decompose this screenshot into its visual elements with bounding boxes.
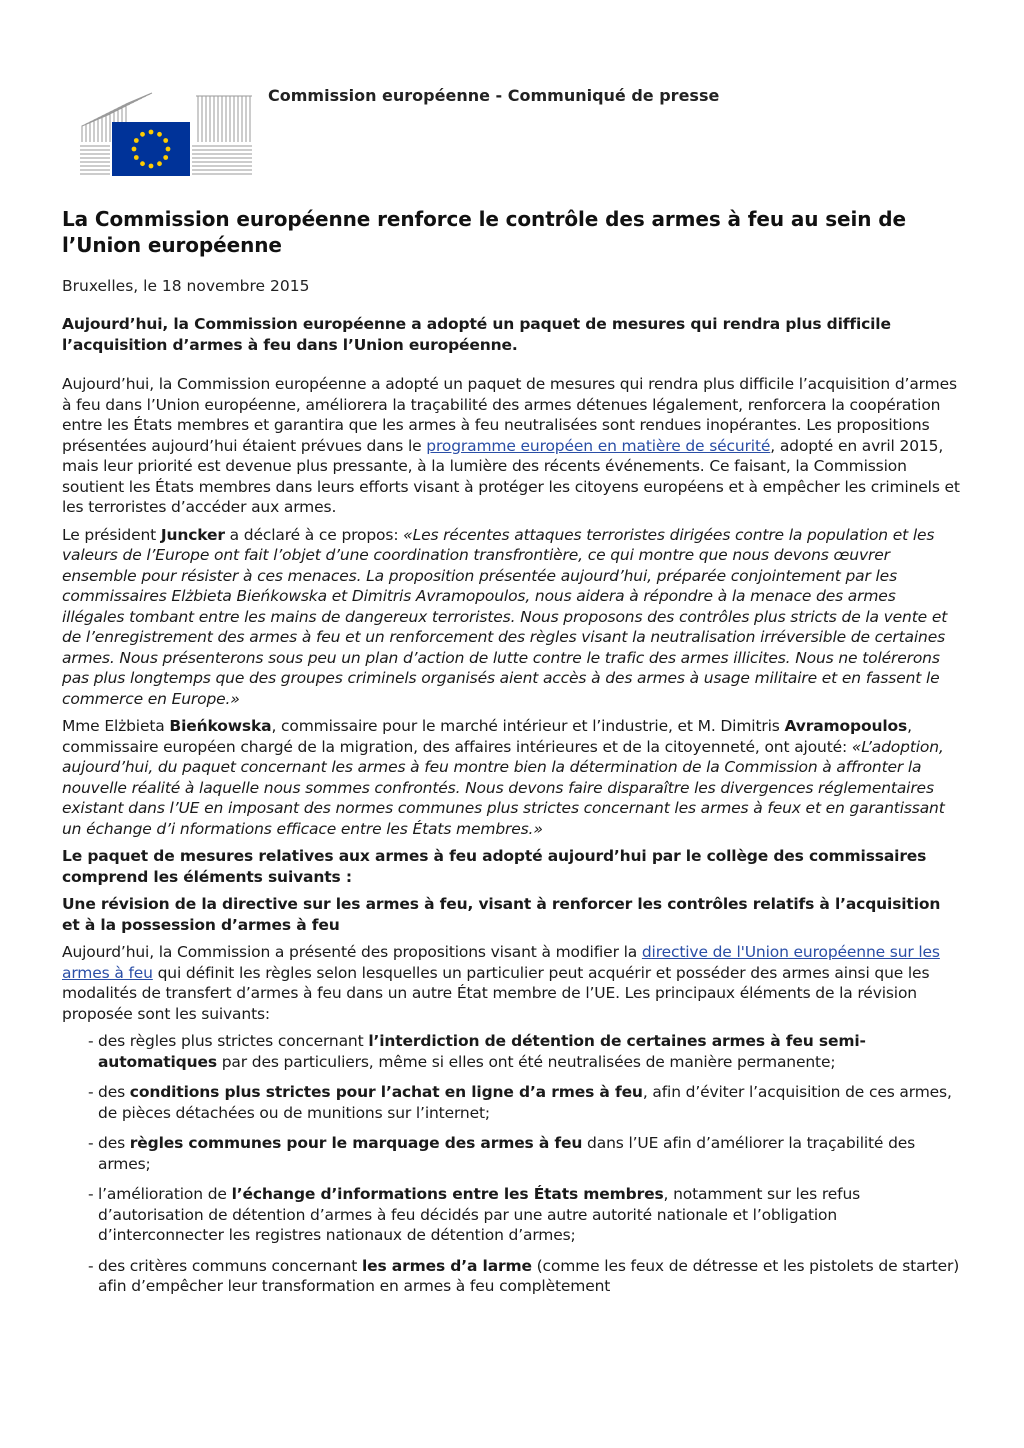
list-item: - des règles plus strictes concernant l’interdiction de détention de certaines armes à feu semi-automatiques par des particuliers, même si elles ont été neutralisées de manière permanente; [88,1032,866,1071]
lead-paragraph: Aujourd’hui, la Commission européenne a adopté un paquet de mesures qui rendra plus difficile l’acquisition d’armes à feu dans l’Union européenne. [62,315,891,354]
subheading-directive: Une révision de la directive sur les armes à feu, visant à renforcer les contrôles relatifs à l’acquisition et à la possession d’armes à feu [62,895,941,934]
paragraph-juncker-quote: Le président Juncker a déclaré à ce propos: «Les récentes attaques terroristes dirigées contre la population et les valeurs de l’Europe ont fait l’objet d’une coordination transfrontière, ce qui montre que nous devons œuvrer ensemble pour résister à ces menaces. La proposition présentée aujourd’hui, préparée conjointement par les commissaires Elżbieta Bieńkowska et Dimitris Avramopoulos, nous aidera à répondre à la menace des armes illégales tombant entre les mains de dangereux terroristes. Nous proposons des contrôles plus stricts de la vente et de l’enregistrement des armes à feu et un renforcement des règles visant la neutralisation irréversible de certaines armes. Nous présenterons sous peu un plan d’action de lutte contre le trafic des armes illicites. Nous ne tolérerons pas plus longtemps que des groupes criminels organisés aient accès à des armes à usage militaire et en fassent le commerce en Europe.» [62,525,948,708]
list-item: - des critères communs concernant les armes d’a larme (comme les feux de détresse et les pistolets de starter) afin d’empêcher leur transformation en armes à feu complètement [88,1256,960,1295]
dateline: Bruxelles, le 18 novembre 2015 [62,277,310,295]
paragraph-commissioners-quote: Mme Elżbieta Bieńkowska, commissaire pour le marché intérieur et l’industrie, et M. Dimitris Avramopoulos, commissaire européen chargé de la migration, des affaires intérieures et de la citoyenneté, ont ajouté: «L’adoption, aujourd’hui, du paquet concernant les armes à feu montre bien la détermination de la Commission à affronter la nouvelle réalité à laquelle nous sommes confrontés. Nous devons faire disparaître les divergences réglementaires existant dans l’UE en imposant des normes communes plus strictes concernant les armes à feux et en garantissant un échange d’i nformations efficace entre les États membres.» [62,717,945,838]
eu-commission-logo-icon [80,84,252,182]
list-item: - des conditions plus strictes pour l’achat en ligne d’a rmes à feu, afin d’éviter l’acquisition de ces armes, de pièces détachées ou de munitions sur l’internet; [88,1083,952,1122]
security-agenda-link[interactable]: programme européen en matière de sécurité [426,436,771,455]
paragraph-directive: Aujourd’hui, la Commission a présenté des propositions visant à modifier la directive de l'Union européenne sur les armes à feu qui définit les règles selon lesquelles un particulier peut acquérir et posséder des armes ainsi que les modalités de transfert d’armes à feu dans un autre État membre de l’UE. Les principaux éléments de la révision proposée sont les suivants: [62,943,940,1023]
document-body [62,206,962,1307]
paragraph-intro: Aujourd’hui, la Commission européenne a adopté un paquet de mesures qui rendra plus difficile l’acquisition d’armes à feu dans l’Union européenne, améliorera la traçabilité des armes détenues légalement, renforcera la coopération entre les États membres et garantira que les armes à feu neutralisées sont rendues inopérantes. Les propositions présentées aujourd’hui étaient prévues dans le programme européen en matière de sécurité, adopté en avril 2015, mais leur priorité est devenue plus pressante, à la lumière des récents événements. Ce faisant, la Commission soutient les États membres dans leurs efforts visant à protéger les citoyens européens et à empêcher les criminels et les terroristes d’accéder aux armes. [62,375,960,516]
list-item: - l’amélioration de l’échange d’informations entre les États membres, notamment sur les refus d’autorisation de détention d’armes à feu décidés par une autre autorité nationale et l’obligation d’interconnecter les registres nationaux de détention d’armes; [88,1185,861,1244]
measures-list [62,1031,962,1297]
section-heading: Le paquet de mesures relatives aux armes à feu adopté aujourd’hui par le collège des commissaires comprend les éléments suivants : [62,847,927,886]
header-title: Commission européenne - Communiqué de presse [268,86,720,105]
list-item: - des règles communes pour le marquage des armes à feu dans l’UE afin d’améliorer la traçabilité des armes; [88,1134,916,1173]
firearms-directive-link[interactable]: directive de l'Union européenne sur les armes à feu [62,943,940,982]
document-title: La Commission européenne renforce le contrôle des armes à feu au sein de l’Union européenne [62,207,906,257]
